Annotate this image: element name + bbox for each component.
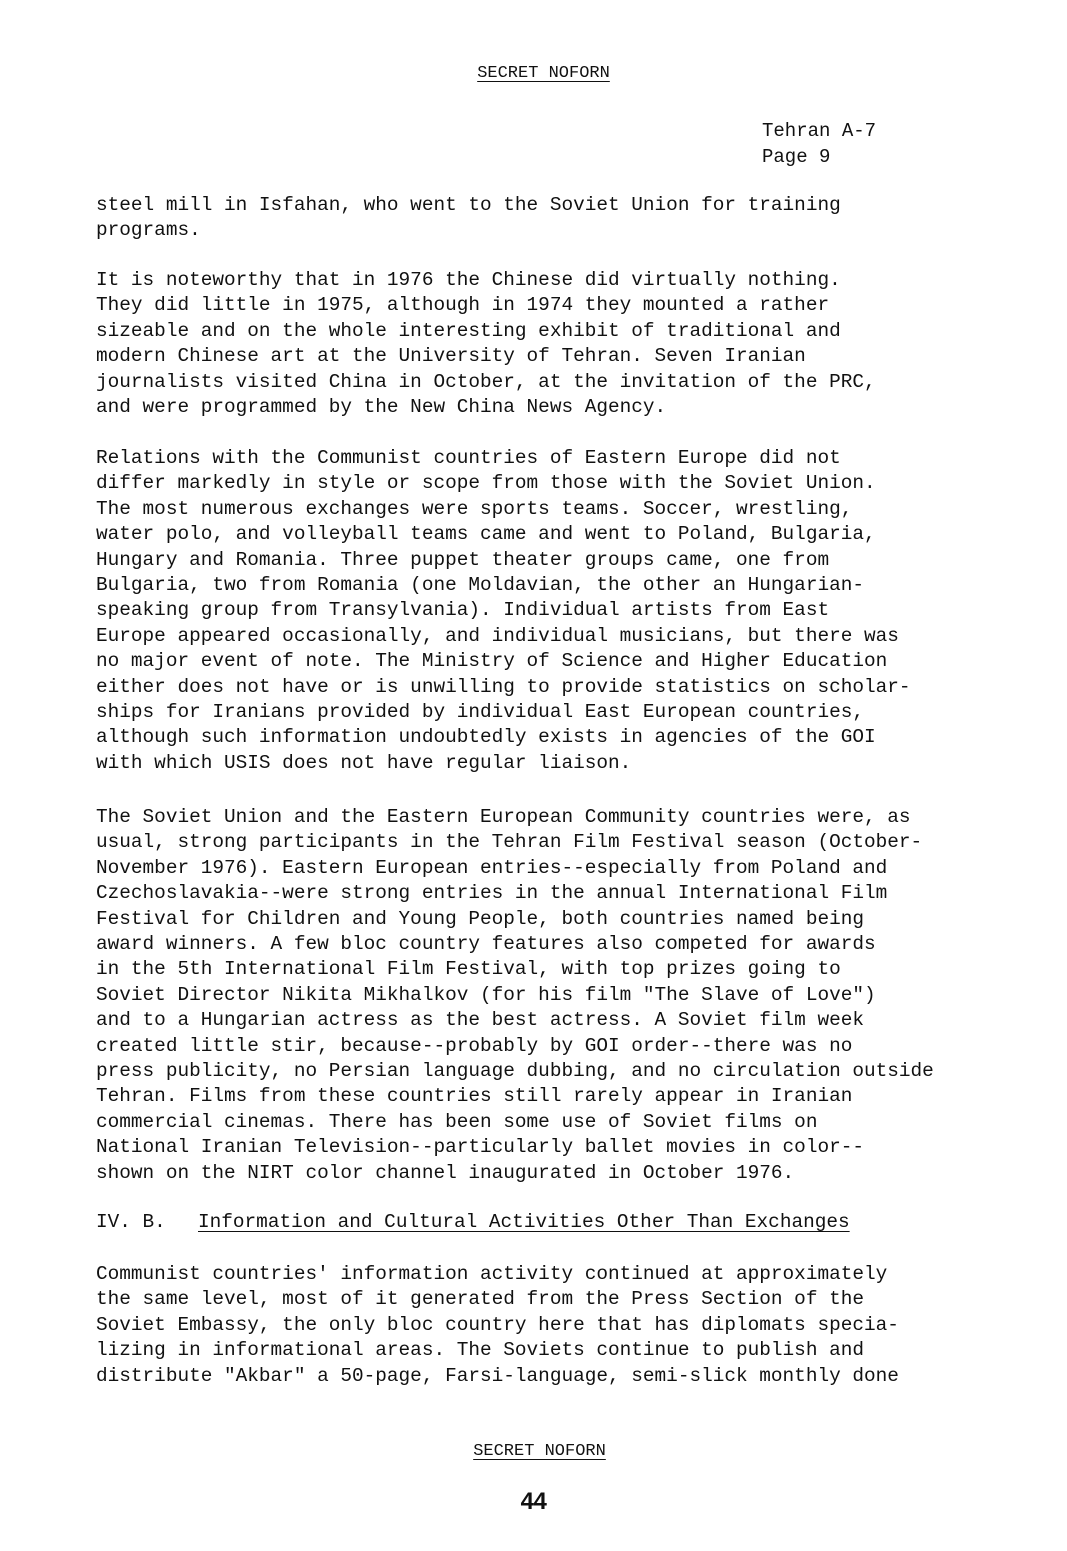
document-page: Page 9 xyxy=(762,146,831,168)
paragraph-3: Relations with the Communist countries of Eastern Europe did not differ markedly in style or scope from those with the Soviet Union. The most numerous exchanges were sports teams. Soccer, wrestling, water polo, and volleyball teams came and went to Poland, Bulgaria, Hungary and Romania. Three puppet theater groups came, one from Bulgaria, two from Romania (one Moldavian, the other an Hungarian- speaking group from Transylvania). Individual artists from East Europe appeared occasionally, and individual musicians, but there was no major event of note. The Ministry of Science and Higher Education either does not have or is unwilling to provide statistics on scholar- ships for Iranians provided by individual East European countries, although such information undoubtedly exists in agencies of the GOI with which USIS does not have regular liaison. xyxy=(96,447,911,774)
paragraph-1: steel mill in Isfahan, who went to the Soviet Union for training programs. xyxy=(96,194,841,242)
page-number: 44 xyxy=(520,1488,547,1515)
classification-footer-text: SECRET NOFORN xyxy=(473,1442,606,1461)
section-title: Information and Cultural Activities Other Than Exchanges xyxy=(198,1211,850,1233)
classification-header-text: SECRET NOFORN xyxy=(477,64,610,83)
paragraph-4: The Soviet Union and the Eastern European Community countries were, as usual, strong participants in the Tehran Film Festival season (October- November 1976). Eastern European entries--especially from Poland and Czechoslavakia--were strong entries in the annual International Film Festival for Children and Young People, both countries named being award winners. A few bloc country features also competed for awards in the 5th International Film Festival, with top prizes going to Soviet Director Nikita Mikhalkov (for his film "The Slave of Love") and to a Hungarian actress as the best actress. A Soviet film week created little stir, because--probably by GOI order--there was no press publicity, no Persian language dubbing, and no circulation outside Tehran. Films from these countries still rarely appear in Iranian commercial cinemas. There has been some use of Soviet films on National Iranian Television--particularly ballet movies in color-- shown on the NIRT color channel inaugurated in October 1976. xyxy=(96,806,934,1184)
paragraph-5: Communist countries' information activity continued at approximately the same level, most of it generated from the Press Section of the Soviet Embassy, the only bloc country here that has diplomats specia- lizing in informational areas. The Soviets continue to publish and distribute "Akbar" a 50-page, Farsi-language, semi-slick monthly done xyxy=(96,1263,899,1387)
reference-block xyxy=(762,118,876,170)
classification-header xyxy=(10,64,1067,83)
document-reference: Tehran A-7 xyxy=(762,120,877,142)
paragraph-2: It is noteworthy that in 1976 the Chinese did virtually nothing. They did little in 1975, although in 1974 they mounted a rather sizeable and on the whole interesting exhibit of traditional and modern Chinese art at the University of Tehran. Seven Iranian journalists visited China in October, at the invitation of the PRC, and were programmed by the New China News Agency. xyxy=(96,269,876,419)
section-heading xyxy=(96,1210,850,1235)
classification-footer xyxy=(6,1442,1067,1461)
section-number: IV. B. xyxy=(96,1211,166,1233)
